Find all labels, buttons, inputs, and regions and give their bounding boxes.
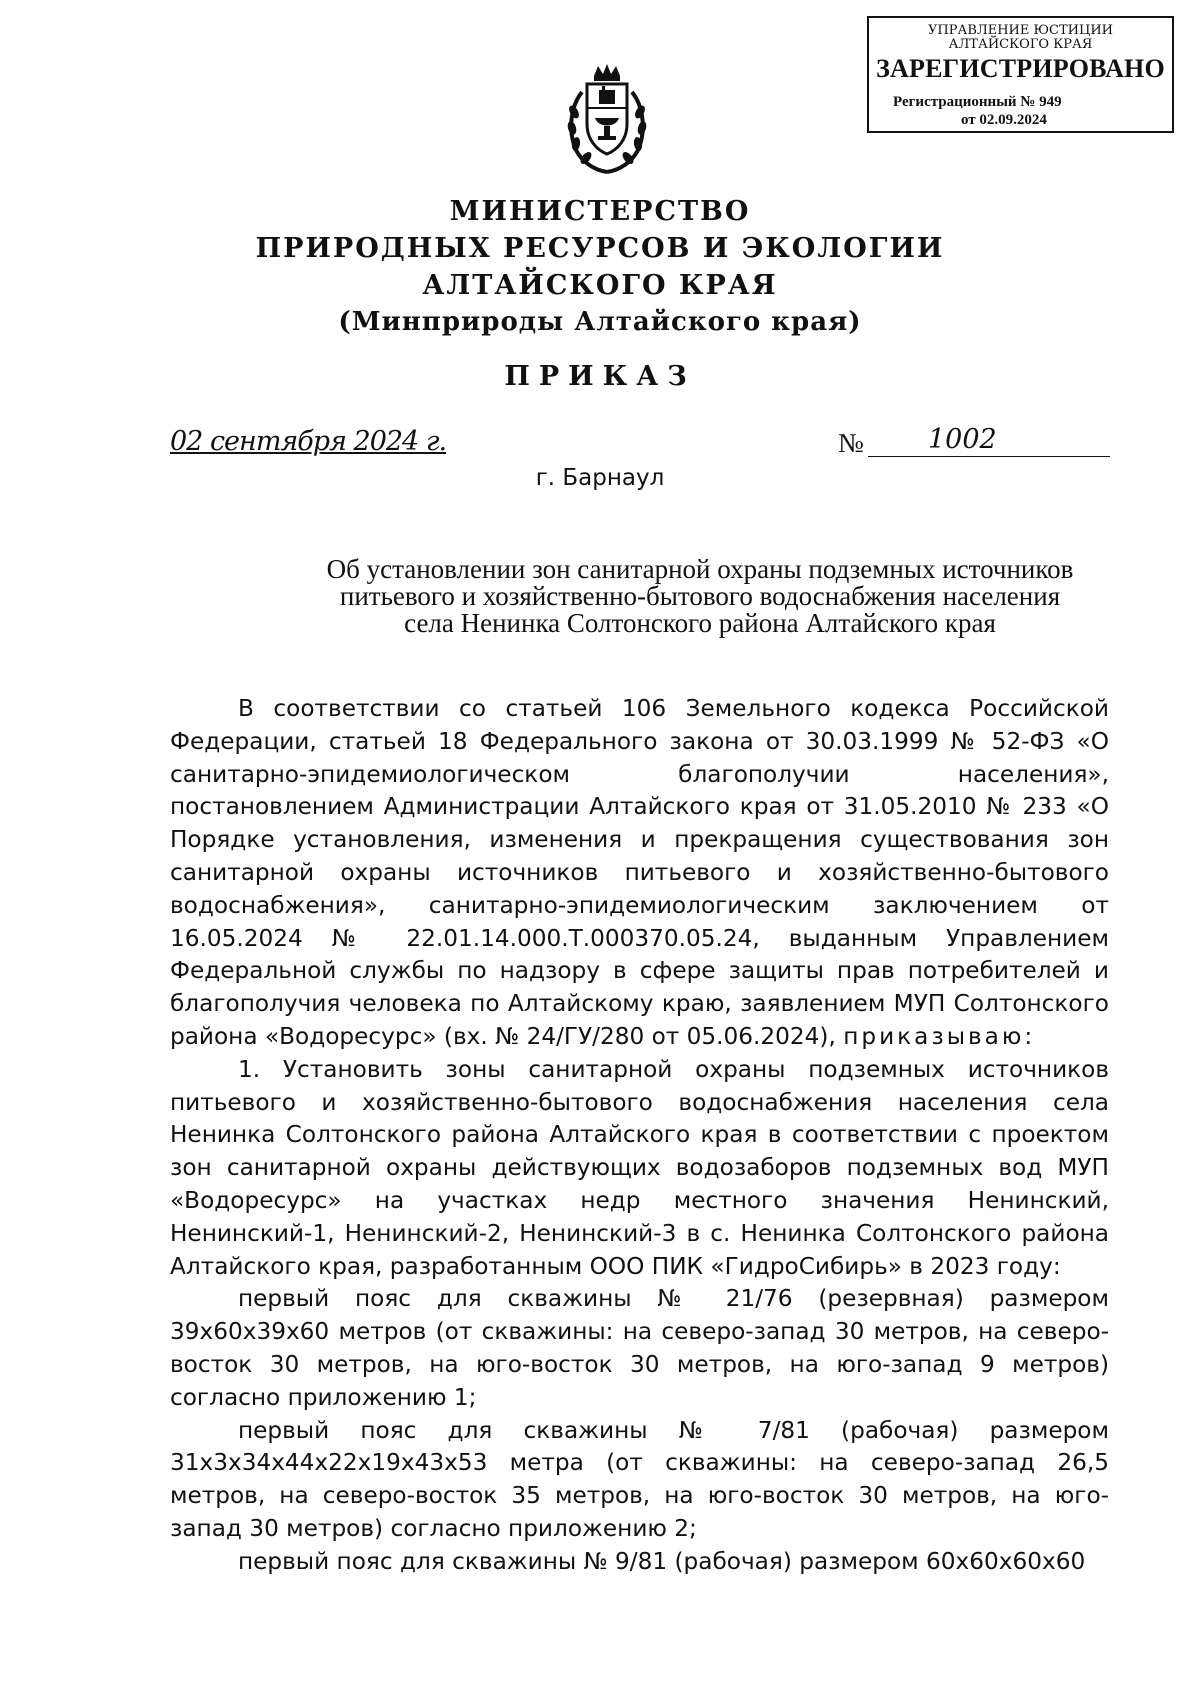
order-title: ПРИКАЗ [504,361,696,392]
handwritten-order-number: 1002 [928,424,997,455]
preamble-text: В соответствии со статьей 106 Земельного кодекса Российской Федерации, статьей 18 Федерального закона от 30.03.1999 № 52-ФЗ «О санитарно-эпидемиологическом благополучии населения», постановлением Администрации Алтайского края от 31.05.2010 № 233 «О Порядке установления, изменения и прекращения существования зон санитарной охраны источников питьевого и хозяйственно-бытового водоснабжения», санитарно-эпидемиологическим заключением от 16.05.2024 № 22.01.14.000.Т.000370.05.24, выданным Управлением Федеральной службы по надзору в сфере защиты прав потребителей и благополучия человека по Алтайскому краю, заявлением МУП Солтонского района «Водоресурс» (вх. № 24/ГУ/280 от 05.06.2024), [170,695,1109,1050]
clause-1-paragraph: 1. Установить зоны санитарной охраны подземных источников питьевого и хозяйственно-бытового водоснабжения населения села Ненинка Солтонского района Алтайского края в соответствии с проектом зон санитарной охраны действующих водозаборов подземных вод МУП «Водоресурс» на участках недр местного значения Ненинский, Ненинский-1, Ненинский-2, Ненинский-3 в с. Ненинка Солтонского района Алтайского края, разработанным ООО ПИК «ГидроСибирь» в 2023 году: [170,1055,1109,1280]
city: г. Барнаул [535,465,665,491]
zone-well-9-81-paragraph: первый пояс для скважины № 9/81 (рабочая) размером 60х60х60х60 [238,1547,1086,1575]
zone-well-21-76-paragraph: первый пояс для скважины № 21/76 (резервная) размером 39х60х39х60 метров (от скважины: на северо-запад 30 метров, на северо-восток 30 метров, на юго-восток 30 метров, на юго-запад 9 метров) согласно приложению 1; [170,1285,1109,1411]
altai-krai-coat-of-arms-icon [562,62,652,180]
stamp-reg-number: Регистрационный № 949 [893,94,1062,110]
stamp-reg-date: от 02.09.2024 [961,112,1047,128]
stamp-org-line1: УПРАВЛЕНИЕ ЮСТИЦИИ [928,23,1113,38]
registration-stamp [867,16,1174,133]
stamp-status: ЗАРЕГИСТРИРОВАНО [876,54,1165,83]
handwritten-date: 02 сентября 2024 г. [170,426,447,457]
ministry-header [0,193,1200,341]
order-subject [270,556,1130,637]
header-short-name: (Минприроды Алтайского края) [338,307,862,337]
stamp-organization [869,24,1172,52]
preamble-paragraph [170,693,1109,1054]
subject-line1: Об установлении зон санитарной охраны подземных источников [326,554,1074,584]
header-line3: АЛТАЙСКОГО КРАЯ [422,270,778,301]
order-number-label: № [838,428,864,458]
subject-line2: питьевого и хозяйственно-бытового водоснабжения населения [339,581,1061,611]
stamp-org-line2: АЛТАЙСКОГО КРАЯ [948,37,1093,52]
subject-line3: села Ненинка Солтонского района Алтайского края [404,608,996,638]
zone-well-7-81-paragraph: первый пояс для скважины № 7/81 (рабочая) размером 31х3х34х44х22х19х43х53 метра (от скважины: на северо-запад 26,5 метров, на северо-восток 35 метров, на юго-восток 30 метров, на юго-запад 30 метров) согласно приложению 2; [170,1416,1109,1542]
header-line1: МИНИСТЕРСТВО [449,196,751,227]
order-body [170,693,1109,1579]
header-line2: ПРИРОДНЫХ РЕСУРСОВ И ЭКОЛОГИИ [255,233,945,264]
order-number-underline [868,456,1110,457]
order-word: приказываю: [843,1022,1036,1050]
